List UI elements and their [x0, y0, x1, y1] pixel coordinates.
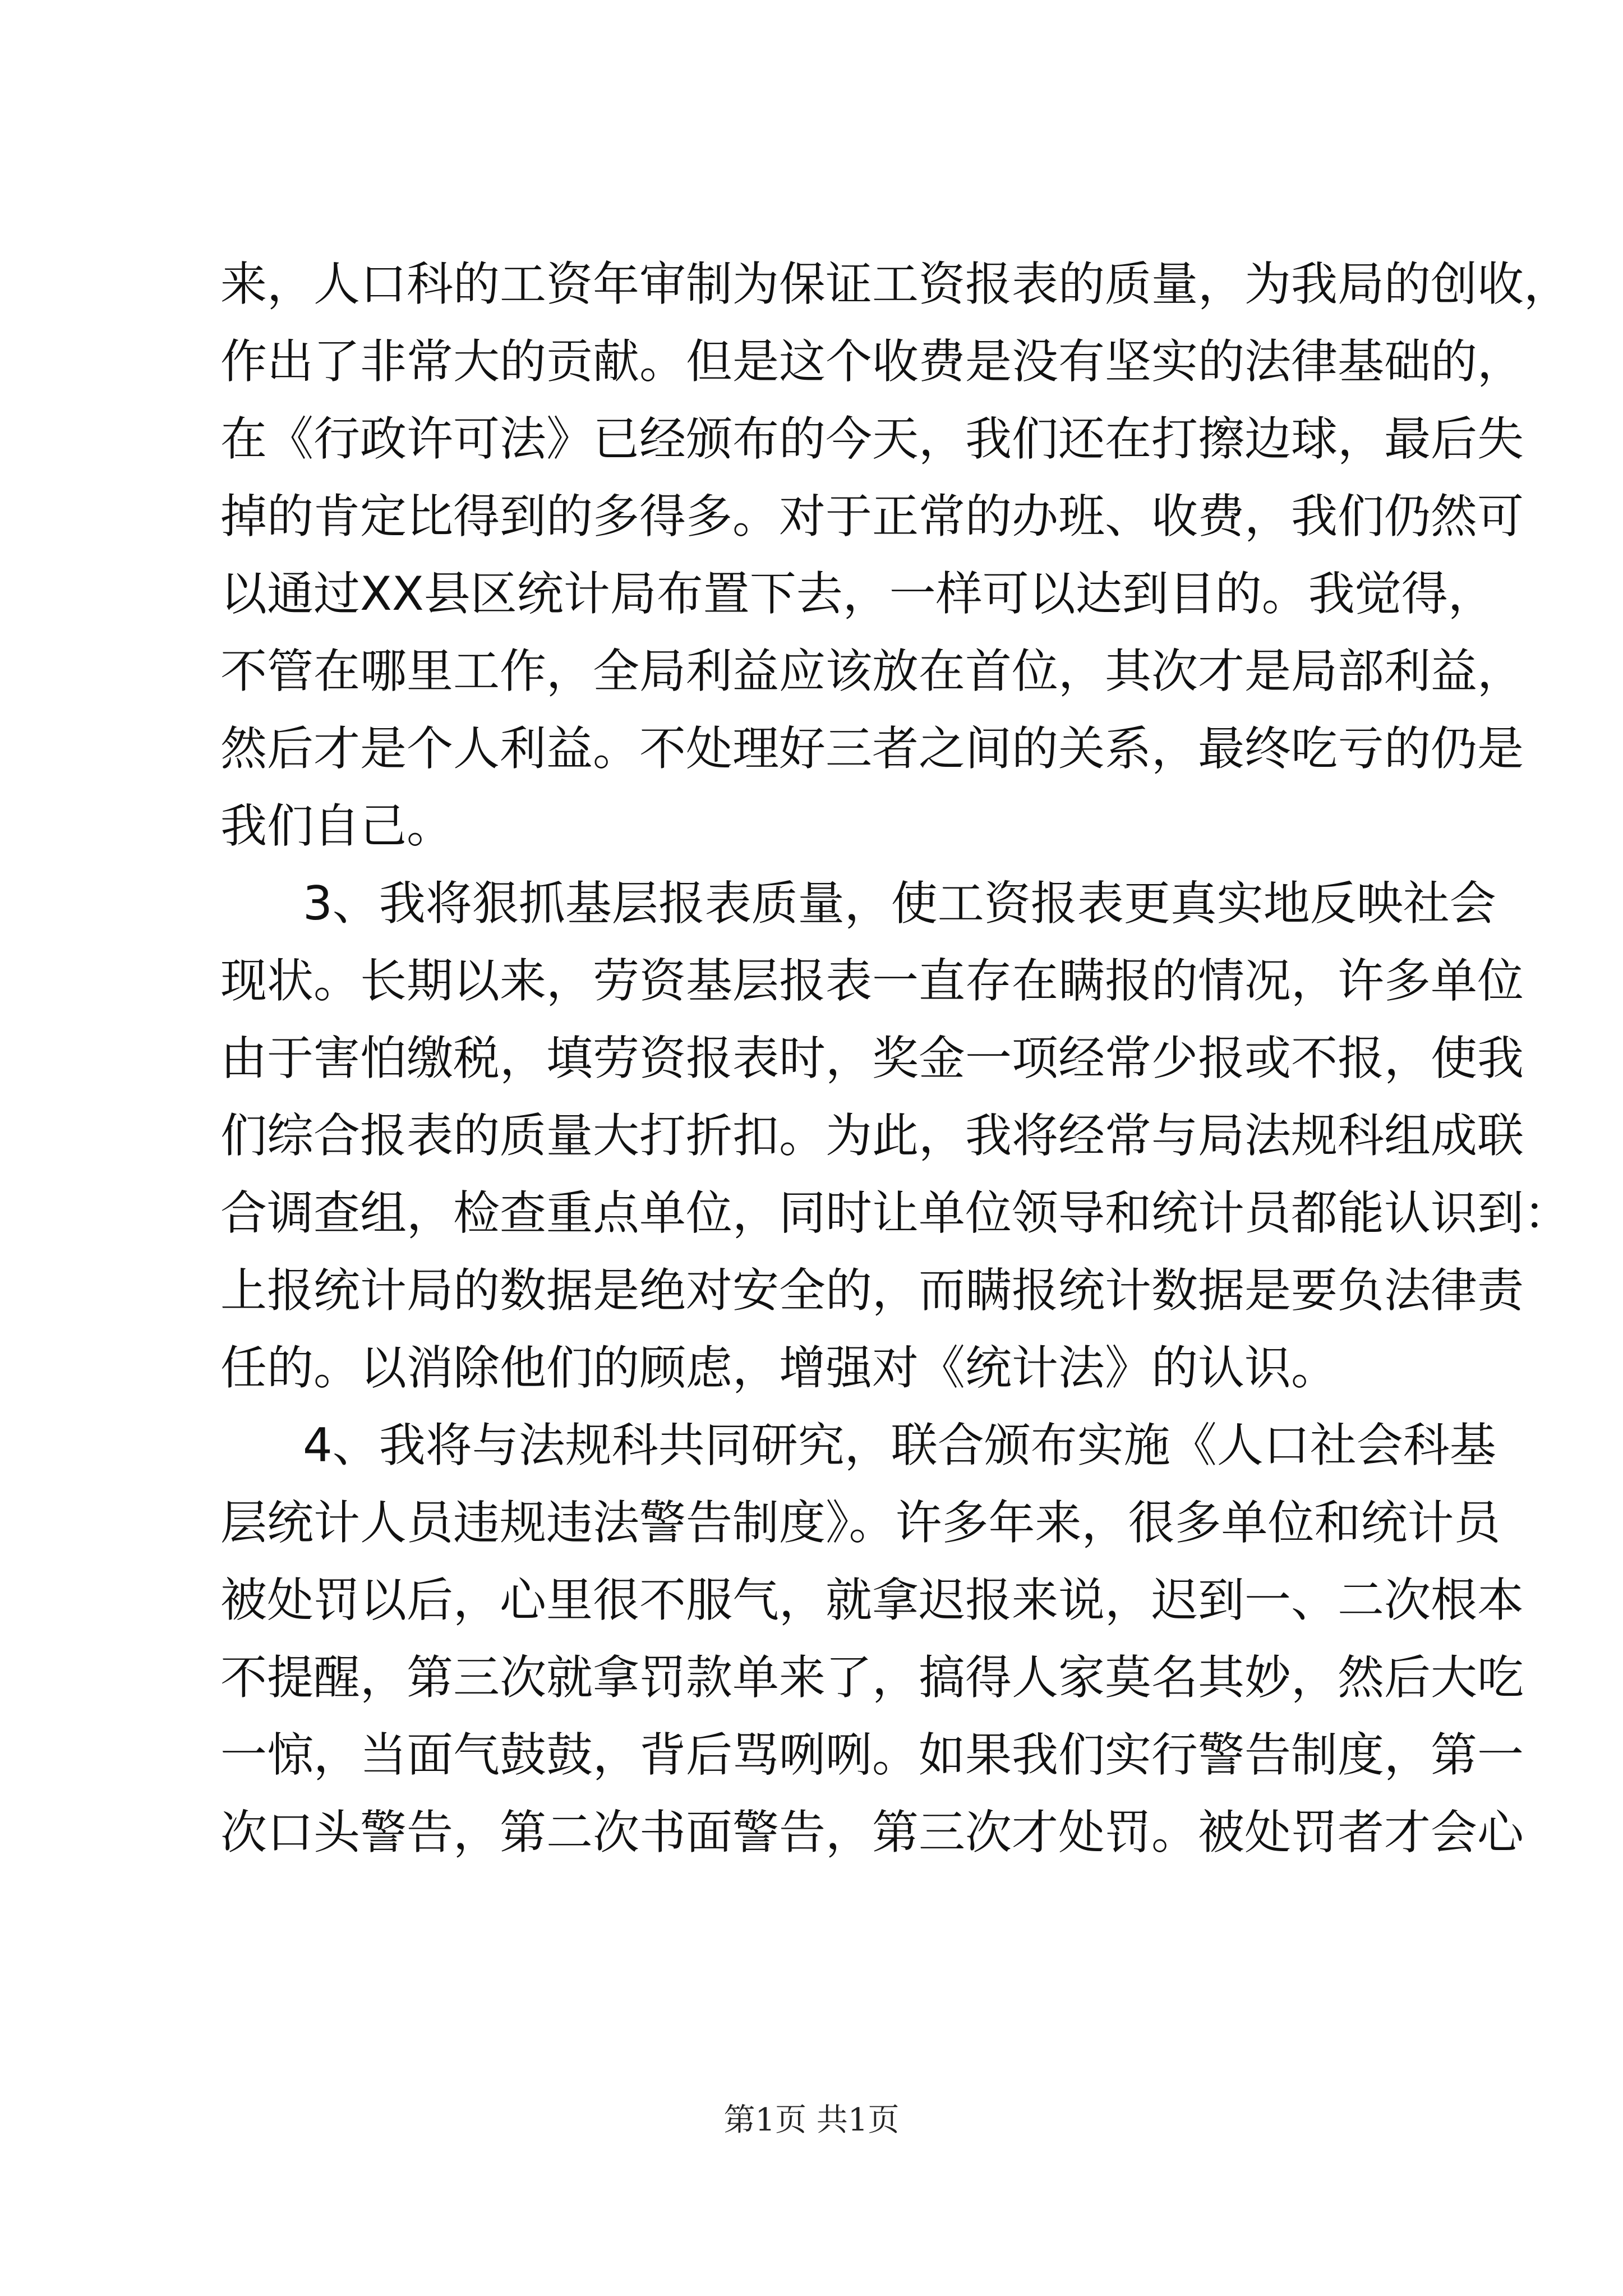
text-line: 在《行政许可法》已经颁布的今天，我们还在打擦边球，最后失 — [220, 412, 1524, 466]
text-line: 上报统计局的数据是绝对安全的，而瞒报统计数据是要负法律责 — [220, 1263, 1524, 1318]
text-line: 现状。长期以来，劳资基层报表一直存在瞒报的情况，许多单位 — [220, 954, 1524, 1008]
text-line: 由于害怕缴税，填劳资报表时，奖金一项经常少报或不报，使我 — [220, 1031, 1524, 1085]
text-line: 3、我将狠抓基层报表质量，使工资报表更真实地反映社会 — [303, 876, 1496, 931]
text-line: 来，人口科的工资年审制为保证工资报表的质量，为我局的创收， — [220, 257, 1570, 311]
text-line: 掉的肯定比得到的多得多。对于正常的办班、收费，我们仍然可 — [220, 489, 1524, 544]
text-line: 我们自己。 — [220, 799, 453, 853]
text-line: 一惊，当面气鼓鼓，背后骂咧咧。如果我们实行警告制度，第一 — [220, 1728, 1524, 1782]
text-line: 作出了非常大的贡献。但是这个收费是没有坚实的法律基础的， — [220, 334, 1524, 389]
text-line: 任的。以消除他们的顾虑，增强对《统计法》的认识。 — [220, 1341, 1338, 1395]
text-line: 然后才是个人利益。不处理好三者之间的关系，最终吃亏的仍是 — [220, 721, 1524, 776]
text-line: 合调查组，检查重点单位，同时让单位领导和统计员都能认识到： — [220, 1186, 1570, 1240]
text-line: 被处罚以后，心里很不服气，就拿迟报来说，迟到一、二次根本 — [220, 1573, 1524, 1627]
page-footer: 第1页 共1页 — [723, 2102, 900, 2138]
text-line: 们综合报表的质量大打折扣。为此，我将经常与局法规科组成联 — [220, 1108, 1524, 1163]
text-line: 不管在哪里工作，全局利益应该放在首位，其次才是局部利益， — [220, 644, 1524, 698]
text-line: 以通过XX县区统计局布置下去，一样可以达到目的。我觉得， — [220, 567, 1495, 621]
text-line: 4、我将与法规科共同研究，联合颁布实施《人口社会科基 — [303, 1418, 1496, 1473]
text-line: 次口头警告，第二次书面警告，第三次才处罚。被处罚者才会心 — [220, 1805, 1524, 1860]
text-line: 不提醒，第三次就拿罚款单来了，搞得人家莫名其妙，然后大吃 — [220, 1650, 1524, 1705]
text-line: 层统计人员违规违法警告制度》。许多年来，很多单位和统计员 — [220, 1496, 1501, 1550]
